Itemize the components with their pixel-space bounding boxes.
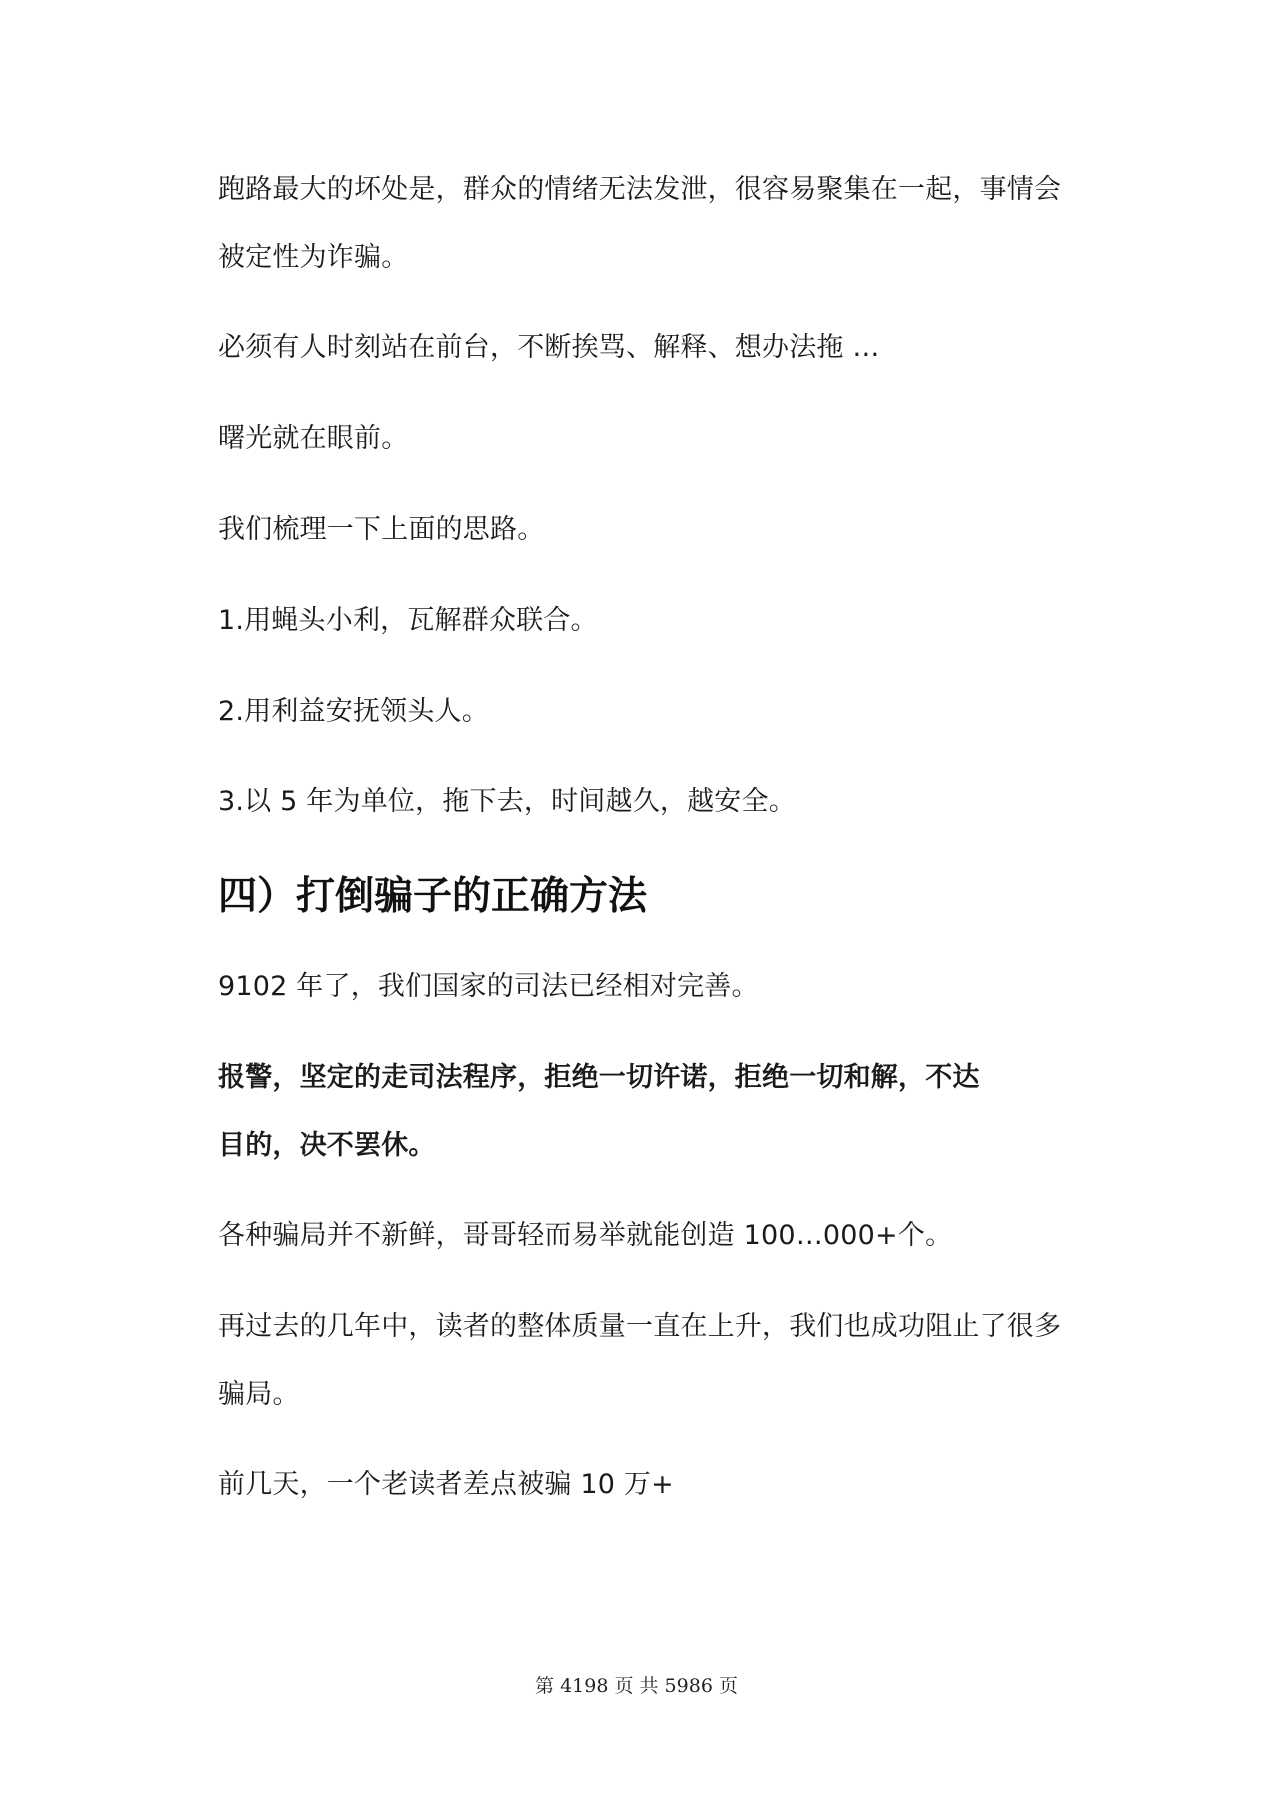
- emphasis-line: 目的，决不罢休。: [218, 1130, 436, 1161]
- page-number-footer: 第 4198 页 共 5986 页: [535, 1675, 738, 1697]
- paragraph-line: 我们梳理一下上面的思路。: [218, 514, 545, 545]
- emphasis-line: 报警，坚定的走司法程序，拒绝一切许诺，拒绝一切和解，不达: [218, 1062, 980, 1093]
- list-item-1: 1.用蝇头小利，瓦解群众联合。: [218, 605, 598, 636]
- paragraph-line: 骗局。: [218, 1379, 300, 1410]
- paragraph-line: 各种骗局并不新鲜，哥哥轻而易举就能创造 100…000+个。: [218, 1220, 953, 1251]
- paragraph-line: 曙光就在眼前。: [218, 423, 409, 454]
- paragraph-line: 前几天，一个老读者差点被骗 10 万+: [218, 1469, 674, 1500]
- list-item-2: 2.用利益安抚领头人。: [218, 696, 489, 727]
- list-item-3: 3.以 5 年为单位，拖下去，时间越久，越安全。: [218, 786, 796, 817]
- paragraph-line: 必须有人时刻站在前台，不断挨骂、解释、想办法拖 …: [218, 332, 880, 363]
- paragraph-line: 跑路最大的坏处是，群众的情绪无法发泄，很容易聚集在一起，事情会: [218, 174, 1062, 205]
- paragraph-line: 被定性为诈骗。: [218, 242, 409, 273]
- paragraph-line: 再过去的几年中，读者的整体质量一直在上升，我们也成功阻止了很多: [218, 1311, 1062, 1342]
- section-heading: 四）打倒骗子的正确方法: [218, 874, 648, 919]
- paragraph-line: 9102 年了，我们国家的司法已经相对完善。: [218, 971, 759, 1002]
